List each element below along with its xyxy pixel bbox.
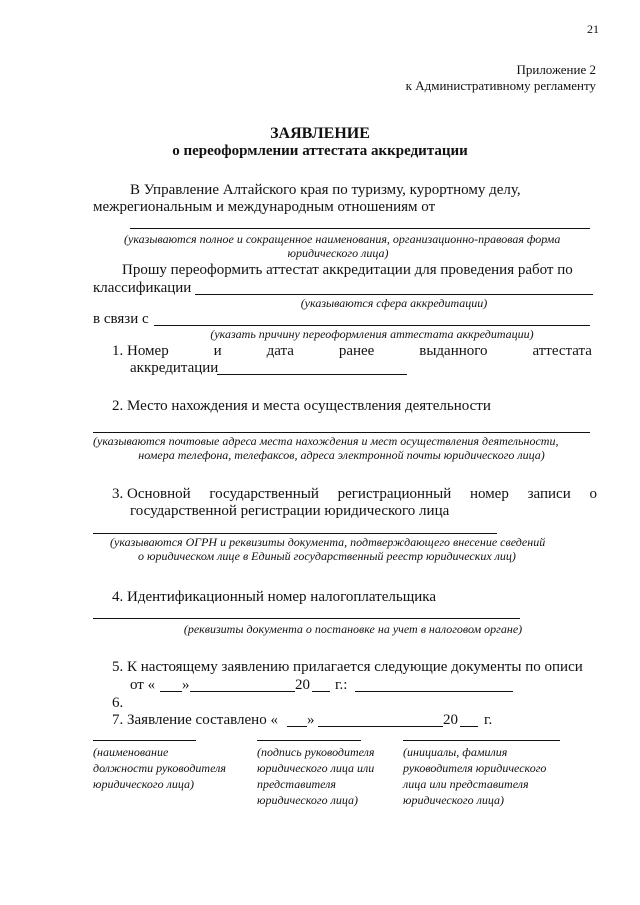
signature-col-3-line: лица или представителя: [403, 777, 529, 791]
signature-col-2-line: юридического лица): [257, 793, 358, 807]
document-subtitle: о переоформлении аттестата аккредитации: [172, 143, 468, 159]
item-6: 6.: [112, 695, 124, 711]
item-1-word: и: [213, 343, 222, 359]
item-1-line-2: аккредитации: [130, 360, 219, 376]
item-1-line-1: [112, 343, 592, 360]
item-7-month-line[interactable]: [318, 726, 443, 727]
item-7-year-line[interactable]: [460, 726, 478, 727]
signature-col-2-line: юридического лица или: [257, 761, 375, 775]
item-5-year-line[interactable]: [312, 691, 330, 692]
ogrn-hint-2: о юридическом лице в Единый государственный реестр юридических лиц): [138, 549, 516, 563]
address-hint-1: (указываются почтовые адреса места нахождения и мест осуществления деятельности,: [93, 434, 559, 448]
item-1-word: ранее: [338, 343, 375, 359]
signature-col-position: [93, 744, 226, 792]
request-line-2: классификации: [93, 280, 192, 296]
inn-line[interactable]: [93, 618, 520, 619]
appendix-line-1: Приложение 2: [516, 62, 596, 77]
item-1-word: выданного: [419, 343, 488, 359]
item-3-word: номер: [469, 486, 509, 502]
appendix-line-2: к Административному регламенту: [405, 78, 596, 93]
reason-line[interactable]: [154, 325, 590, 326]
item-3-line-2: государственной регистрации юридического лица: [130, 503, 450, 519]
request-line-1: Прошу переоформить аттестат аккредитации для проведения работ по: [122, 262, 573, 278]
item-3-word: 3. Основной: [112, 486, 191, 502]
item-7-day-line[interactable]: [287, 726, 307, 727]
item-5-g: г.:: [335, 677, 348, 693]
initials-line[interactable]: [403, 740, 560, 741]
page-number: 21: [587, 22, 599, 36]
item-5-quote-close: »: [182, 677, 190, 693]
document-title: ЗАЯВЛЕНИЕ: [270, 125, 370, 142]
item-3-word: о: [589, 486, 597, 502]
item-3-line-1: [112, 486, 597, 503]
ogrn-hint-1: (указываются ОГРН и реквизиты документа, подтверждающего внесение сведений: [110, 535, 546, 549]
in-connection-label: в связи с: [93, 311, 149, 327]
signature-col-1-line: юридического лица): [93, 777, 194, 791]
item-7-prefix: 7. Заявление составлено «: [112, 712, 278, 728]
item-1-word: дата: [266, 343, 294, 359]
item-5-line-1: 5. К настоящему заявлению прилагается следующие документы по описи: [112, 659, 583, 675]
item-5-day-line[interactable]: [160, 691, 182, 692]
address-line-1: В Управление Алтайского края по туризму, курортному делу,: [130, 182, 521, 198]
signature-col-2-line: (подпись руководителя: [257, 745, 375, 759]
certificate-number-line[interactable]: [217, 374, 407, 375]
applicant-hint-2: юридического лица): [287, 246, 389, 260]
item-5-inventory-line[interactable]: [355, 691, 513, 692]
item-2: 2. Место нахождения и места осуществления деятельности: [112, 398, 491, 414]
item-7-year: 20: [443, 712, 458, 728]
inn-hint: (реквизиты документа о постановке на учет в налоговом органе): [183, 622, 523, 636]
address-line[interactable]: [93, 432, 590, 433]
address-hint-2: номера телефона, телефаксов, адреса электронной почты юридического лица): [138, 448, 545, 462]
signature-col-2-line: представителя: [257, 777, 336, 791]
item-1-word: аттестата: [532, 343, 592, 359]
signature-line[interactable]: [257, 740, 361, 741]
reason-hint: (указать причину переоформления аттестата аккредитации): [210, 327, 534, 341]
signature-col-signature: [257, 744, 375, 808]
item-5-year: 20: [295, 677, 310, 693]
item-5-from: от «: [130, 677, 156, 693]
item-3-word: государственный: [209, 486, 319, 502]
item-4: 4. Идентификационный номер налогоплательщика: [112, 589, 437, 605]
ogrn-line[interactable]: [93, 533, 497, 534]
item-3-word: регистрационный: [337, 486, 452, 502]
sphere-hint: (указываются сфера аккредитации): [300, 296, 488, 310]
item-5-month-line[interactable]: [190, 691, 295, 692]
applicant-name-line[interactable]: [130, 228, 590, 229]
item-7-quote-close: »: [307, 712, 315, 728]
item-1-word: 1. Номер: [112, 343, 169, 359]
signature-col-initials: [403, 744, 546, 808]
signature-col-1-line: (наименование: [93, 745, 169, 759]
signature-col-3-line: юридического лица): [403, 793, 504, 807]
address-line-2: межрегиональным и международным отношениям от: [93, 199, 436, 215]
position-signature-line[interactable]: [93, 740, 196, 741]
item-7-g: г.: [484, 712, 493, 728]
signature-col-1-line: должности руководителя: [93, 761, 226, 775]
signature-col-3-line: руководителя юридического: [403, 761, 547, 775]
item-3-word: записи: [527, 486, 571, 502]
signature-col-3-line: (инициалы, фамилия: [403, 745, 508, 759]
classification-line[interactable]: [195, 294, 593, 295]
applicant-hint-1: (указываются полное и сокращенное наименования, организационно-правовая форма: [124, 232, 561, 246]
